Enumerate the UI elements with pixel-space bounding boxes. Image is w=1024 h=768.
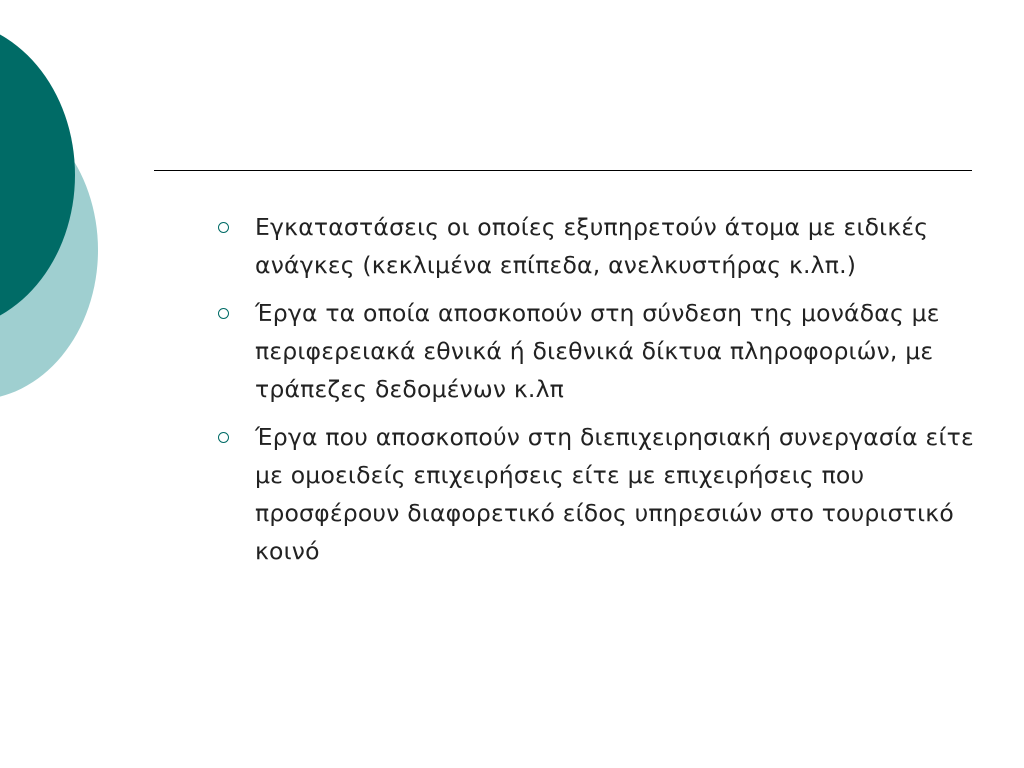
title-divider-line xyxy=(154,170,972,171)
bullet-text: Έργα που αποσκοπούν στη διεπιχειρησιακή συνεργασία είτε με ομοειδείς επιχειρήσεις είτε με επιχειρήσεις που προσφέρουν διαφορετικό είδος υπηρεσιών στο τουριστικό κοινό xyxy=(255,423,974,565)
bullet-item xyxy=(215,294,985,408)
bullet-text: Έργα τα οποία αποσκοπούν στη σύνδεση της μονάδας με περιφερειακά εθνικά ή διεθνικά δίκτυα πληροφοριών, με τράπεζες δεδομένων κ.λπ xyxy=(255,299,940,403)
bullet-list xyxy=(215,208,985,580)
hollow-circle-bullet-icon xyxy=(218,432,229,443)
bullet-text: Εγκαταστάσεις οι οποίες εξυπηρετούν άτομα με ειδικές ανάγκες (κεκλιμένα επίπεδα, ανελκυστήρας κ.λπ.) xyxy=(255,213,929,279)
hollow-circle-bullet-icon xyxy=(218,222,229,233)
bullet-item xyxy=(215,208,985,284)
hollow-circle-bullet-icon xyxy=(218,308,229,319)
bullet-item xyxy=(215,418,985,570)
